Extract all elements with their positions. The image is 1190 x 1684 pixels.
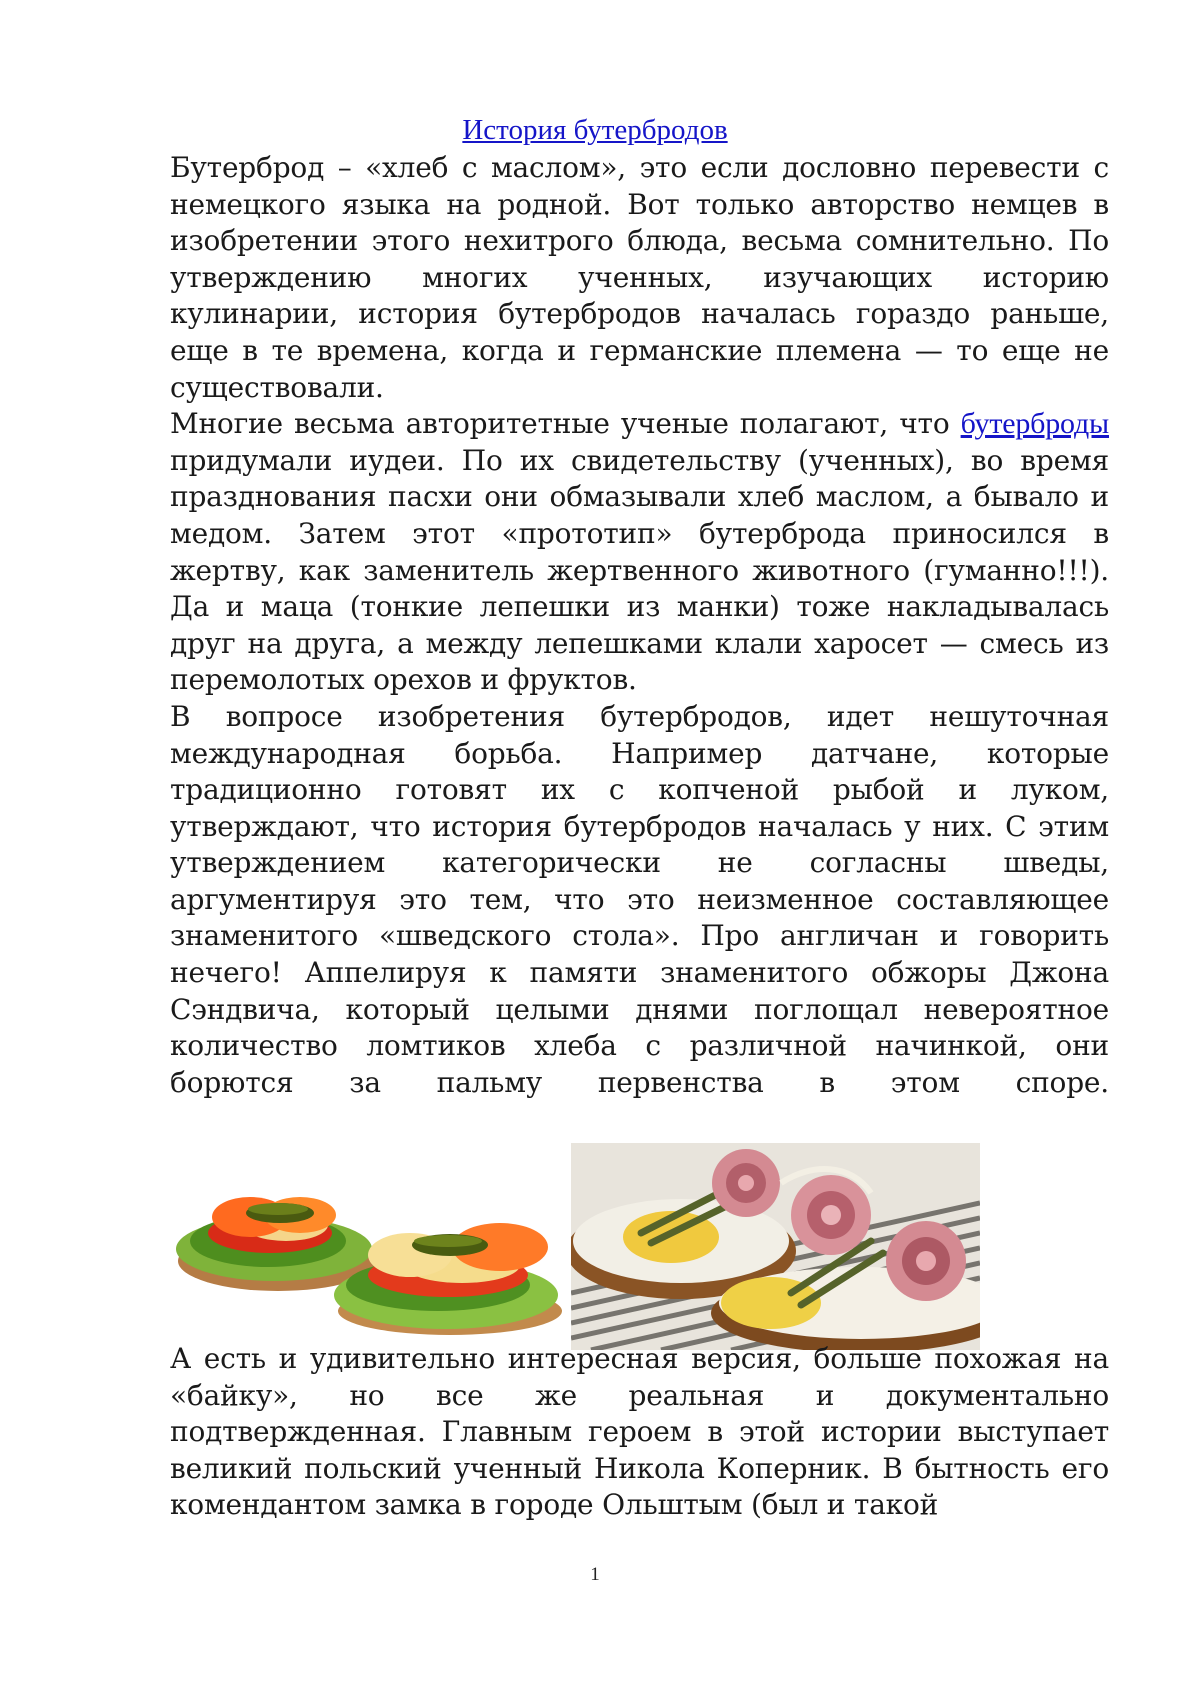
text-block-upper	[170, 150, 1109, 1101]
paragraph-2-rest: придумали иудеи. По их свидетельству (ученных), во время празднования пасхи они обмазывали хлеб маслом, а бывало и медом. Затем этот «прототип» бутерброда приносился в жертву, как заменитель жертвенного животного (гуманно!!!). Да и маца (тонкие лепешки из манки) тоже накладывалась друг на друга, а между лепешками клали харосет — смесь из перемолотых орехов и фруктов.	[170, 443, 1109, 697]
title-link[interactable]: История бутербродов	[462, 114, 728, 146]
sandwich-photo-right	[571, 1143, 980, 1350]
paragraph-2-start: Многие весьма авторитетные ученые полагают, что	[170, 407, 961, 441]
sandwich-image-right	[571, 1143, 980, 1350]
paragraph-3: В вопросе изобретения бутербродов, идет нешуточная международная борьба. Например датчане, которые традиционно готовят их с копченой рыбой и луком, утверждают, что история бутербродов началась у них. С этим утверждением категорически не согласны шведы, аргументируя это тем, что это неизменное составляющее знаменитого «шведского стола». Про англичан и говорить нечего! Аппелируя к памяти знаменитого обжоры Джона Сэндвича, который целыми днями поглощал невероятное количество ломтиков хлеба с различной начинкой, они борются за пальму первенства в этом споре.	[170, 699, 1109, 1099]
sandwiches-link[interactable]: бутерброды	[960, 407, 1109, 441]
paragraph-4: А есть и удивительно интересная версия, больше похожая на «байку», но все же реальная и документально подтвержденная. Главным героем в этой истории выступает великий польский ученный Никола Коперник. В бытность его комендантом замка в городе Ольштым (был и такой	[170, 1342, 1109, 1522]
sandwich-image-left	[170, 1143, 570, 1339]
paragraph-2	[170, 406, 1109, 699]
paragraph-1: Бутерброд – «хлеб с маслом», это если дословно перевести с немецкого языка на родной. Вот только авторство немцев в изобретении этого нехитрого блюда, весьма сомнительно. По утверждению многих ученных, изучающих историю кулинарии, история бутербродов началась гораздо раньше, еще в те времена, когда и германские племена — то еще не существовали.	[170, 151, 1109, 404]
text-block-lower	[170, 1341, 1109, 1524]
page-number: 1	[590, 1564, 600, 1585]
page-title	[0, 112, 1190, 148]
sandwich-photo-left	[170, 1143, 570, 1339]
